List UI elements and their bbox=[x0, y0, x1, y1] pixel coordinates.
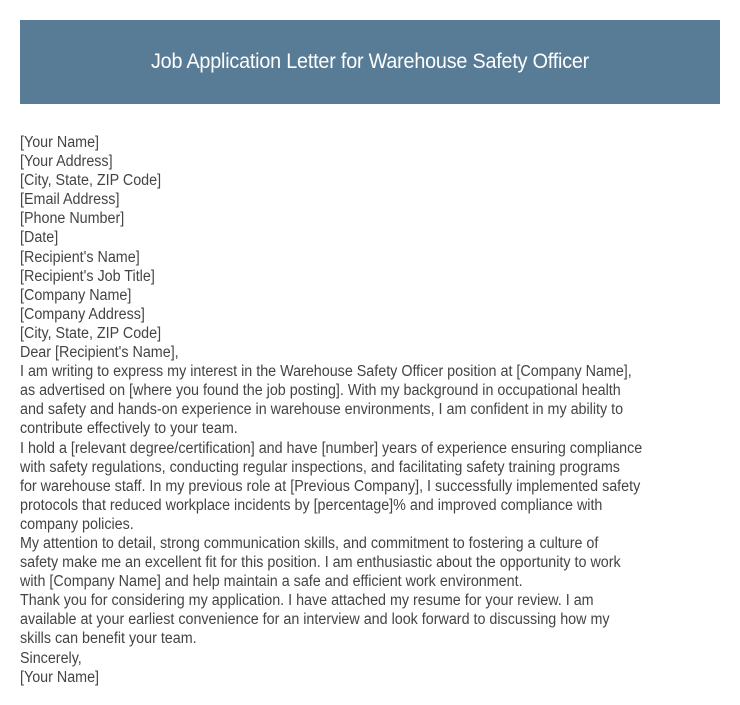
recipient-city-state-zip: [City, State, ZIP Code] bbox=[20, 324, 162, 342]
paragraph-experience bbox=[20, 439, 720, 534]
recipient-name: [Recipient's Name] bbox=[20, 248, 140, 266]
paragraph-line: and safety and hands-on experience in warehouse environments, I am confident in my ability to bbox=[20, 401, 624, 419]
paragraph-line: skills can benefit your team. bbox=[20, 630, 197, 648]
sender-block bbox=[20, 133, 720, 248]
page-header bbox=[20, 20, 720, 104]
paragraph-line: I am writing to express my interest in the Warehouse Safety Officer position at [Company Name], bbox=[20, 363, 632, 381]
sender-name: [Your Name] bbox=[20, 134, 100, 151]
letter-date: [Date] bbox=[20, 229, 59, 247]
paragraph-line: as advertised on [where you found the job posting]. With my background in occupational health bbox=[20, 382, 621, 400]
paragraph-line: with [Company Name] and help maintain a safe and efficient work environment. bbox=[20, 573, 523, 591]
paragraph-line: Thank you for considering my application. I have attached my resume for your review. I am bbox=[20, 592, 594, 610]
paragraph-line: for warehouse staff. In my previous role at [Previous Company], I successfully implemented safety bbox=[20, 477, 641, 495]
paragraph-closing bbox=[20, 591, 720, 648]
paragraph-line: contribute effectively to your team. bbox=[20, 420, 238, 438]
paragraph-line: My attention to detail, strong communication skills, and commitment to fostering a culture of bbox=[20, 534, 599, 552]
paragraph-intro bbox=[20, 362, 720, 438]
paragraph-line: safety make me an excellent fit for this position. I am enthusiastic about the opportunity to work bbox=[20, 554, 621, 572]
signature: [Your Name] bbox=[20, 668, 100, 686]
recipient-block bbox=[20, 248, 720, 343]
paragraph-line: protocols that reduced workplace incidents by [percentage]% and improved compliance with bbox=[20, 496, 603, 514]
recipient-address: [Company Address] bbox=[20, 305, 145, 323]
recipient-company: [Company Name] bbox=[20, 286, 132, 304]
paragraph-line: with safety regulations, conducting regular inspections, and facilitating safety training programs bbox=[20, 458, 620, 476]
sender-address: [Your Address] bbox=[20, 153, 113, 171]
paragraph-line: available at your earliest convenience for an interview and look forward to discussing how my bbox=[20, 611, 610, 629]
paragraph-qualities bbox=[20, 534, 720, 591]
page-title: Job Application Letter for Warehouse Safety Officer bbox=[150, 50, 590, 73]
recipient-job-title: [Recipient's Job Title] bbox=[20, 267, 155, 285]
letter-body bbox=[20, 133, 720, 687]
paragraph-line: company policies. bbox=[20, 515, 134, 533]
sender-city-state-zip: [City, State, ZIP Code] bbox=[20, 172, 162, 190]
paragraph-line: I hold a [relevant degree/certification] and have [number] years of experience ensuring compliance bbox=[20, 439, 643, 457]
sender-phone: [Phone Number] bbox=[20, 210, 125, 228]
salutation: Dear [Recipient's Name], bbox=[20, 344, 179, 362]
sender-email: [Email Address] bbox=[20, 191, 120, 209]
closing: Sincerely, bbox=[20, 649, 82, 667]
